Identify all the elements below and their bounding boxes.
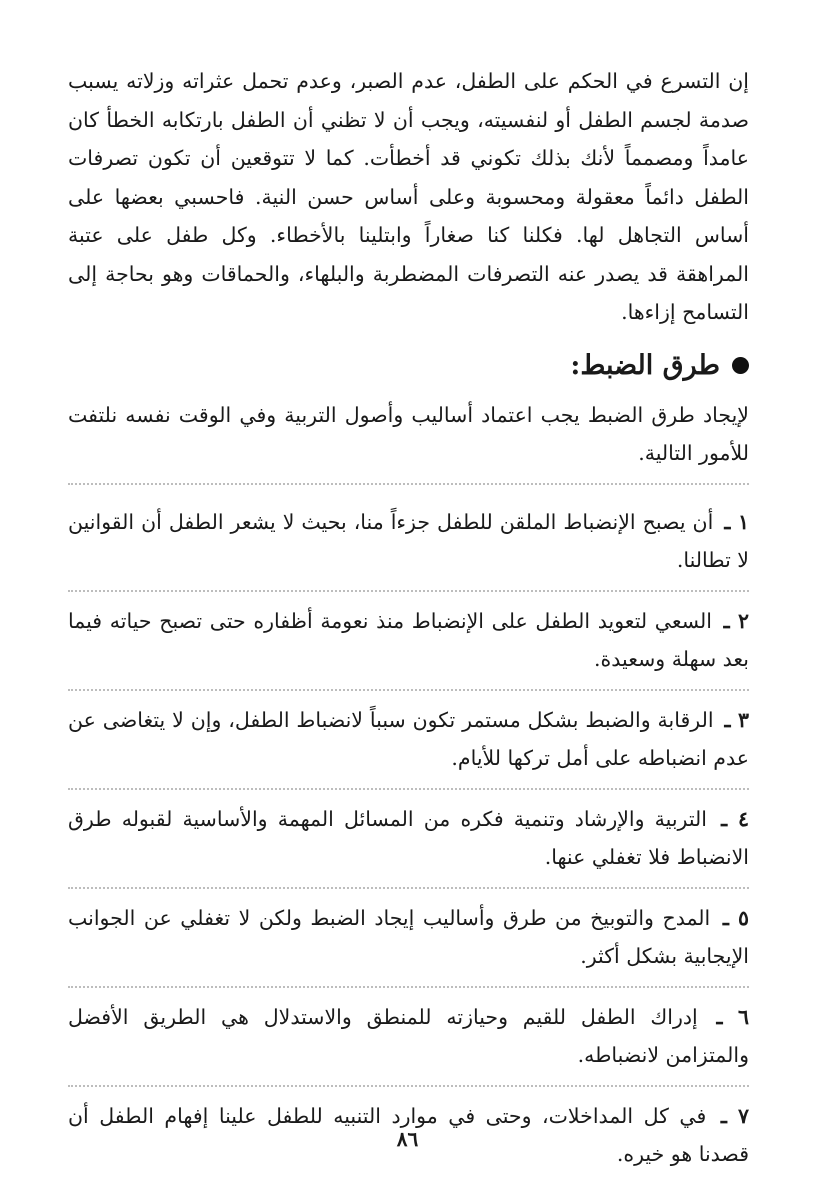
item-number: ٥ ـ — [722, 905, 749, 930]
item-number: ٦ ـ — [716, 1004, 749, 1029]
page-body — [68, 62, 749, 1184]
section-heading — [68, 346, 749, 386]
bullet-icon — [732, 357, 749, 374]
item-text: الرقابة والضبط بشكل مستمر تكون سبباً لانضباط الطفل، وإن لا يتغاضى عن عدم انضباطه على أمل تركها للأيام. — [68, 707, 749, 770]
item-number: ٢ ـ — [723, 608, 749, 633]
list-item — [68, 790, 749, 889]
section-lead-paragraph: لإيجاد طرق الضبط يجب اعتماد أساليب وأصول التربية وفي الوقت نفسه نلتفت للأمور التالية. — [68, 396, 749, 485]
item-text: إدراك الطفل للقيم وحيازته للمنطق والاستدلال هي الطريق الأفضل والمتزامن لانضباطه. — [68, 1004, 749, 1067]
item-number: ٤ ـ — [721, 806, 749, 831]
item-text: في كل المداخلات، وحتى في موارد التنبيه للطفل علينا إفهام الطفل أن قصدنا هو خيره. — [68, 1103, 749, 1166]
section-heading-text: طرق الضبط: — [570, 349, 720, 381]
item-text: التربية والإرشاد وتنمية فكره من المسائل المهمة والأساسية لقبوله طرق الانضباط فلا تغفلي عنها. — [68, 806, 749, 869]
item-number: ٧ ـ — [720, 1103, 749, 1128]
item-number: ٣ ـ — [724, 707, 749, 732]
item-text: السعي لتعويد الطفل على الإنضباط منذ نعومة أظفاره حتى تصبح حياته فيما بعد سهلة وسعيدة. — [68, 608, 749, 671]
list-item — [68, 889, 749, 988]
list-item — [68, 691, 749, 790]
list-item — [68, 592, 749, 691]
list-item — [68, 988, 749, 1087]
page-number: ٨٦ — [396, 1127, 419, 1151]
intro-paragraph: إن التسرع في الحكم على الطفل، عدم الصبر، وعدم تحمل عثراته وزلاته يسبب صدمة لجسم الطفل أو لنفسيته، ويجب أن لا تظني أن الطفل بارتكابه الخطأ كان عامداً ومصمماً لأنك بذلك تكوني قد أخطأت. كما لا تتوقعين أن تكون تصرفات الطفل دائماً معقولة ومحسوبة وعلى أساس حسن النية. فاحسبي بعضها على أساس التجاهل لها. فكلنا كنا صغاراً وابتلينا بالأخطاء. وكل طفل على عتبة المراهقة قد يصدر عنه التصرفات المضطربة والبلهاء، والحماقات وهو بحاجة إلى التسامح إزاءها. — [68, 69, 749, 324]
item-number: ١ ـ — [724, 509, 749, 534]
item-text: أن يصبح الإنضباط الملقن للطفل جزءاً منا، بحيث لا يشعر الطفل أن القوانين لا تطالنا. — [68, 509, 749, 572]
list-item — [68, 493, 749, 592]
item-text: المدح والتوبيخ من طرق وأساليب إيجاد الضبط ولكن لا تغفلي عن الجوانب الإيجابية بشكل أكثر. — [68, 905, 749, 968]
